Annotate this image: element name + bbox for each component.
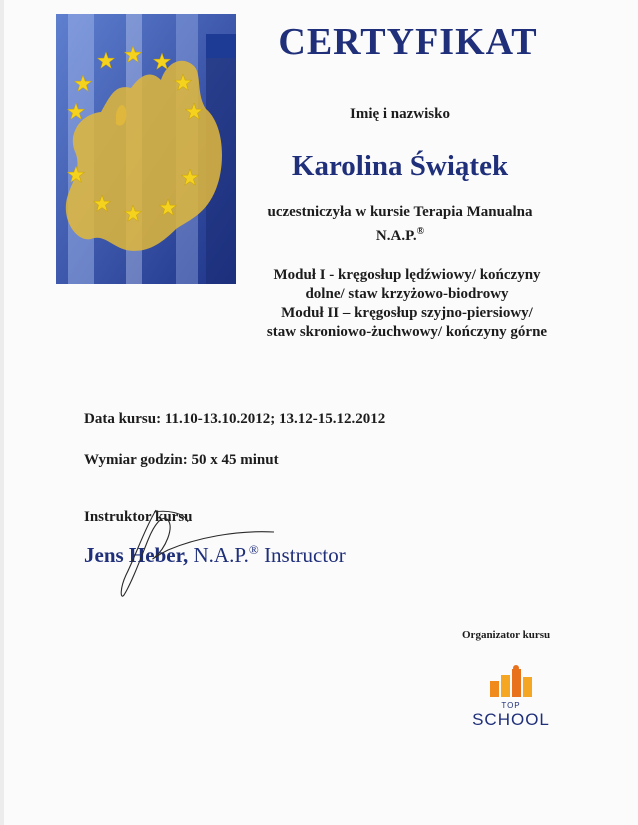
signature-icon	[96, 500, 296, 610]
course-hours: Wymiar godzin: 50 x 45 minut	[84, 452, 279, 468]
instructor-label: Instruktor kursu	[84, 509, 193, 525]
course-abbrev: N.A.P.	[375, 228, 417, 244]
participation-line: uczestniczyła w kursie Terapia Manualna	[267, 204, 533, 220]
name-label: Imię i nazwisko	[349, 106, 450, 122]
instructor-org: N.A.P.	[193, 543, 249, 567]
module-line: Moduł II – kręgosłup szyjno-piersiowy/	[281, 305, 533, 321]
modules-list	[222, 266, 592, 342]
module-line: Moduł I - kręgosłup lędźwiowy/ kończyny	[273, 267, 541, 283]
logo-school-text: SCHOOL	[472, 710, 550, 729]
course-date: Data kursu: 11.10-13.10.2012; 13.12-15.12.2012	[84, 411, 386, 427]
participation-text	[230, 202, 570, 246]
certificate-title: CERTYFIKAT	[278, 21, 538, 63]
eu-map-stars-icon	[56, 14, 236, 284]
organizer-label: Organizator kursu	[462, 629, 551, 641]
participant-name: Karolina Świątek	[291, 150, 509, 182]
instructor-registered-mark: ®	[248, 542, 259, 557]
logo-top-text: TOP	[501, 701, 521, 710]
module-line: staw skroniowo-żuchwowy/ kończyny górne	[266, 324, 548, 340]
top-school-logo-icon	[488, 665, 534, 699]
instructor-name: Jens Heber,	[84, 543, 189, 567]
registered-mark: ®	[416, 226, 425, 237]
top-school-logo	[458, 665, 564, 737]
module-line: dolne/ staw krzyżowo-biodrowy	[305, 286, 509, 302]
page-edge	[0, 0, 4, 825]
course-abbrev-line	[230, 222, 570, 246]
instructor-role: Instructor	[264, 543, 346, 567]
